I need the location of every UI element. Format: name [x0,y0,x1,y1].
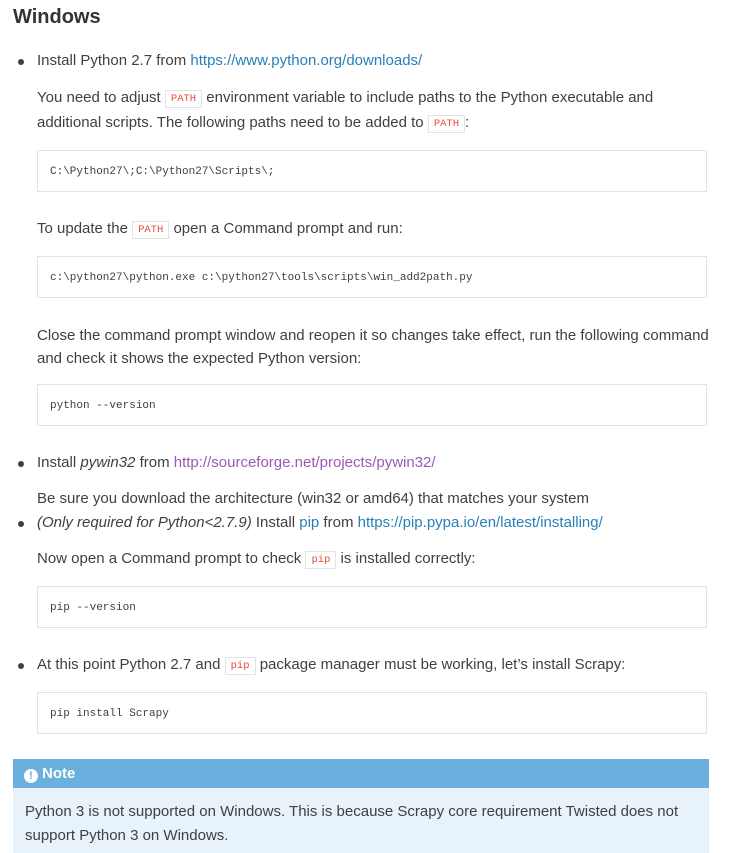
pywin32-link[interactable]: http://sourceforge.net/projects/pywin32/ [173,454,436,471]
path-code: PATH [132,221,169,239]
code-block-pip-install-scrapy: pip install Scrapy [37,692,707,734]
list-item-install-pip: (Only required for Python<2.7.9) Install pip from https://pip.pypa.io/en/latest/installing/ [37,514,603,531]
list-bullet [18,59,24,65]
info-circle-icon: ! [24,769,38,783]
note-title: ! Note [13,759,709,788]
list-item-install-scrapy: At this point Python 2.7 and pip package manager must be working, let’s install Scrapy: [37,656,626,673]
pip-code: pip [305,551,336,569]
check-pip-paragraph: Now open a Command prompt to check pip is installed correctly: [37,550,476,567]
code-block-python-version: python --version [37,384,707,426]
pip-install-link[interactable]: https://pip.pypa.io/en/latest/installing/ [357,514,603,531]
list-item-install-python: Install Python 2.7 from https://www.python.org/downloads/ [37,52,423,69]
python-downloads-link[interactable]: https://www.python.org/downloads/ [190,52,423,69]
update-path-paragraph: To update the PATH open a Command prompt and run: [37,220,403,237]
section-heading: Windows [13,6,101,28]
pip-link[interactable]: pip [299,514,320,531]
architecture-paragraph: Be sure you download the architecture (win32 or amd64) that matches your system [37,490,589,507]
list-bullet [18,461,24,467]
list-bullet [18,663,24,669]
code-block-paths: C:\Python27\;C:\Python27\Scripts\; [37,150,707,192]
code-block-win-add2path: c:\python27\python.exe c:\python27\tools\scripts\win_add2path.py [37,256,707,298]
code-block-pip-version: pip --version [37,586,707,628]
path-paragraph: You need to adjust PATH environment variable to include paths to the Python executable and additional scripts. The following paths need to be added to PATH : [37,89,654,131]
list-item-install-pywin32: Install pywin32 from http://sourceforge.net/projects/pywin32/ [37,454,436,471]
path-code: PATH [428,115,465,133]
reopen-prompt-paragraph: Close the command prompt window and reopen it so changes take effect, run the following command and check it shows the expected Python version: [37,327,709,367]
list-bullet [18,521,24,527]
path-code: PATH [165,90,202,108]
note-body: Python 3 is not supported on Windows. This is because Scrapy core requirement Twisted does not support Python 3 on Windows. [13,788,709,853]
pip-code: pip [225,657,256,675]
